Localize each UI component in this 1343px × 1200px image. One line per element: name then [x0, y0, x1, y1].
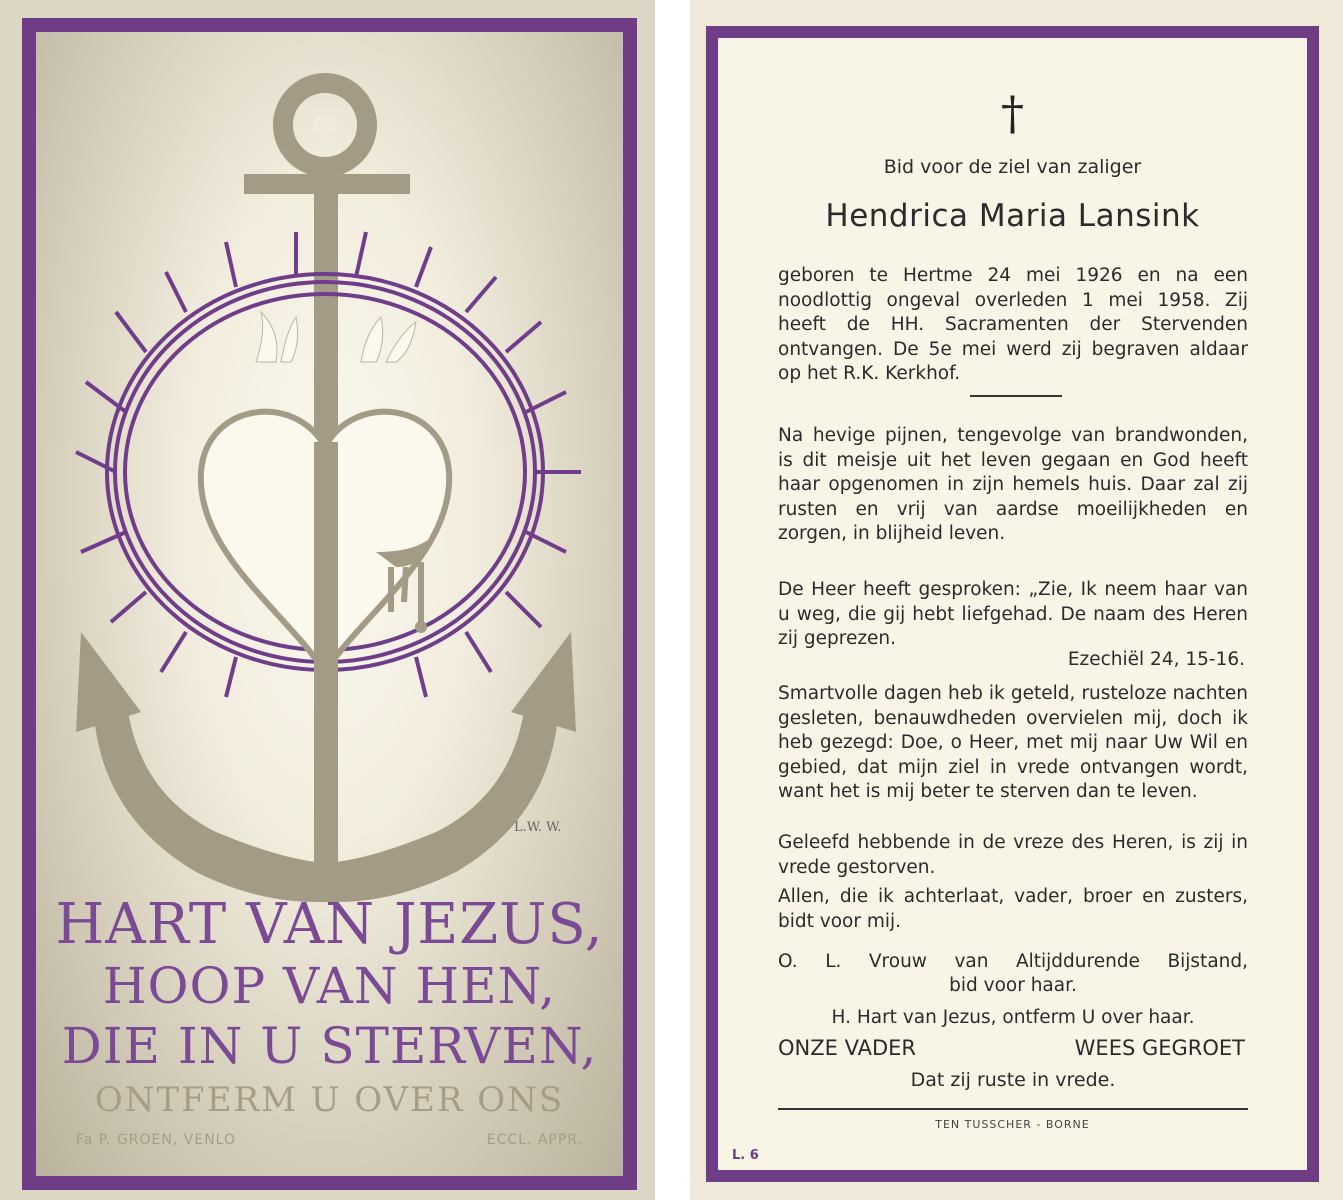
prayer-hail-mary: WEES GEGROET [1074, 1036, 1245, 1060]
motto-line-4: ONTFERM U OVER ONS [94, 1080, 565, 1120]
approval-mark: ECCL. APPR. [486, 1132, 583, 1148]
prayer-card-back [690, 0, 1343, 1200]
pray-line: Bid voor de ziel van zaliger [883, 156, 1142, 178]
card-text-area [718, 38, 1307, 1170]
cross-icon: † [1001, 86, 1024, 140]
motto-line-2: HOOP VAN HEN, [102, 957, 557, 1015]
artist-monogram: L.W. W. [514, 820, 562, 835]
prayer-card-front [0, 0, 655, 1200]
invocation-mary-line-2: bid voor haar. [949, 975, 1077, 996]
card-code: L. 6 [732, 1148, 759, 1163]
biography-paragraph: geboren te Hertme 24 mei 1926 en na een noodlottig ongeval overleden 1 mei 1958. Zij heeft de HH. Sacramenten der Stervenden ontvangen. De 5e mei werd zij begraven aldaar op het R.K. Kerkhof. [778, 265, 1248, 384]
divider-short [970, 395, 1062, 397]
printer-credit-back: TEN TUSSCHER - BORNE [935, 1118, 1090, 1131]
motto-line-1: HART VAN JEZUS, [55, 892, 604, 957]
prayer-our-father: ONZE VADER [778, 1036, 916, 1060]
deceased-name: Hendrica Maria Lansink [825, 198, 1200, 234]
card-image-area [36, 32, 623, 1176]
paragraph-quote: De Heer heeft gesproken: „Zie, Ik neem haar van u weg, die gij hebt liefgehad. De naam des Heren zij geprezen. [778, 579, 1248, 649]
paragraph-family: Allen, die ik achterlaat, vader, broer en zusters, bidt voor mij. [778, 886, 1248, 932]
paragraph-suffering: Smartvolle dagen heb ik geteld, rusteloze nachten gesleten, benauwdheden overvielen mij, doch ik heb gezegd: Doe, o Heer, met mij naar Uw Wil en gebied, dat mijn ziel in vrede ontvangen wordt, want het is mij beter te sterven dan te leven. [778, 683, 1248, 802]
rest-in-peace-line: Dat zij ruste in vrede. [910, 1069, 1116, 1091]
divider-long [778, 1108, 1248, 1110]
paragraph-passing: Na hevige pijnen, tengevolge van brandwonden, is dit meisje uit het leven gegaan en God heeft haar opgenomen in zijn hemels huis. Daar zal zij rusten en vrij van aardse moeilijkheden en zorgen, in blijheid leven. [778, 425, 1248, 544]
invocation-sacred-heart: H. Hart van Jezus, ontferm U over haar. [831, 1007, 1195, 1028]
scripture-reference: Ezechiël 24, 15-16. [1067, 649, 1245, 670]
purple-border [706, 26, 1319, 1182]
motto-line-3: DIE IN U STERVEN, [61, 1017, 598, 1075]
invocation-mary-line-1: O. L. Vrouw van Altijddurende Bijstand, [778, 951, 1248, 972]
printer-credit: Fa P. GROEN, VENLO [76, 1132, 236, 1148]
paragraph-died-in-peace: Geleefd hebbende in de vreze des Heren, is zij in vrede gestorven. [778, 832, 1248, 878]
purple-border [22, 18, 637, 1190]
